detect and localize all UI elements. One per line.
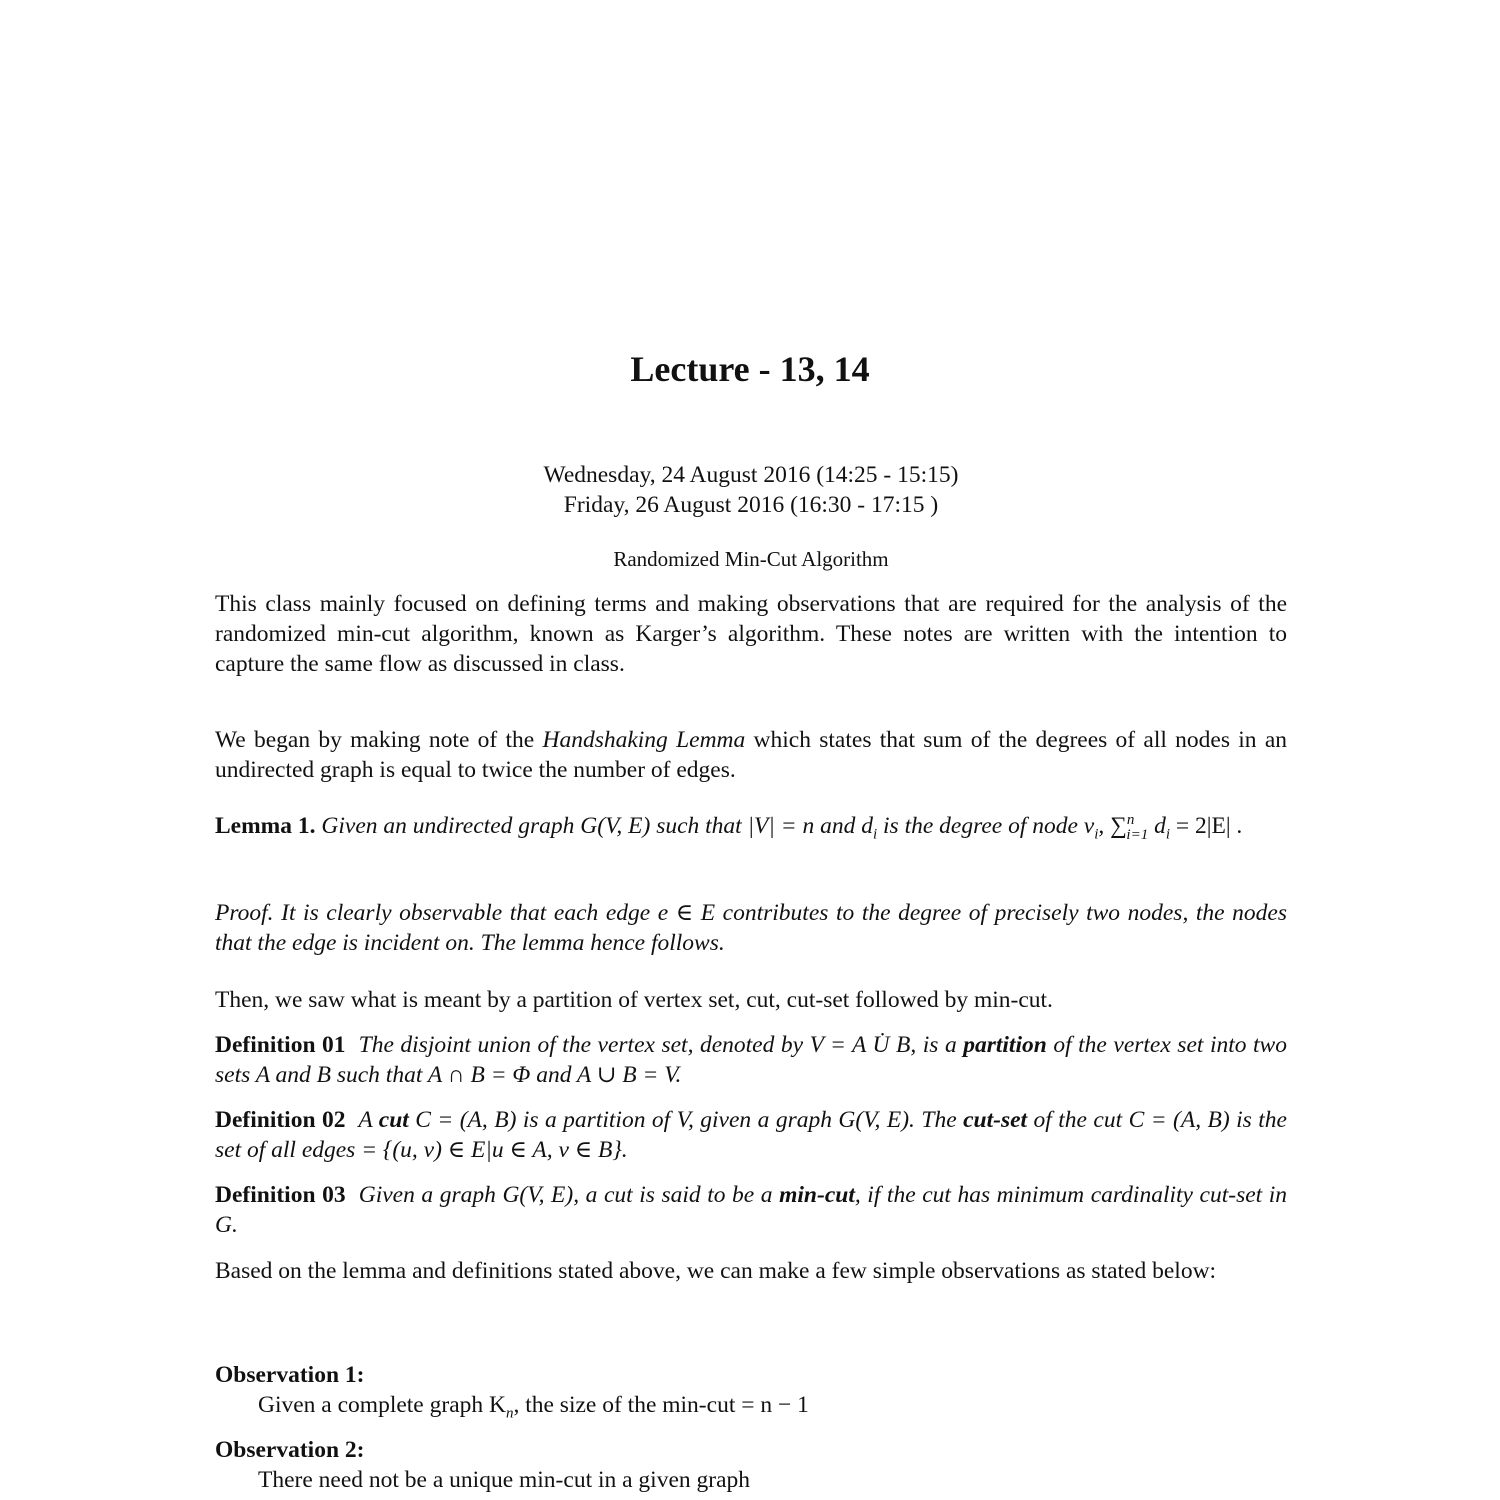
text: , xyxy=(1098,813,1105,839)
definition-label: Definition 02 xyxy=(215,1107,346,1133)
lecture-dates xyxy=(215,460,1287,520)
observation-2 xyxy=(215,1435,1287,1495)
subtitle: Randomized Min-Cut Algorithm xyxy=(613,547,889,571)
emphasis: Handshaking Lemma xyxy=(542,727,746,753)
text: which states that sum of the degrees of all nodes in an undirected graph is equal to twice the number of edges. xyxy=(215,727,1287,783)
definition-label: Definition 01 xyxy=(215,1032,346,1058)
based-paragraph: Based on the lemma and definitions stated above, we can make a few simple observations as stated below: xyxy=(215,1258,1217,1284)
term: min-cut xyxy=(779,1182,855,1208)
text: A xyxy=(358,1107,379,1133)
transition-paragraph: Then, we saw what is meant by a partition of vertex set, cut, cut-set followed by min-cut. xyxy=(215,987,1053,1013)
text: = 2|E| . xyxy=(1170,813,1243,839)
subscript: i xyxy=(872,826,878,843)
definition-label: Definition 03 xyxy=(215,1182,346,1208)
lemma-1 xyxy=(215,811,1287,841)
text: is the degree of node v xyxy=(877,813,1095,839)
text: Given an undirected graph G(V, E) such that |V| = n and d xyxy=(321,813,873,839)
text: d xyxy=(1148,813,1166,839)
date-line: Friday, 26 August 2016 (16:30 - 17:15 ) xyxy=(563,492,939,518)
page-title: Lecture - 13, 14 xyxy=(630,349,870,389)
term: cut-set xyxy=(963,1107,1028,1133)
text: C = (A, B) is a partition of V, given a graph G(V, E). The xyxy=(408,1107,964,1133)
text: of the vertex set into two sets A and B such that A ∩ B = Φ and A ∪ B = V. xyxy=(215,1032,1287,1088)
text: Given a complete graph K xyxy=(258,1392,506,1418)
subscript: n xyxy=(505,1405,514,1422)
definition-03 xyxy=(215,1180,1287,1240)
term: partition xyxy=(963,1032,1047,1058)
intro-paragraph: This class mainly focused on defining terms and making observations that are required for the analysis of the randomized min-cut algorithm, known as Karger’s algorithm. These notes are written with the intention to capture the same flow as discussed in class. xyxy=(215,591,1287,677)
text: Given a graph G(V, E), a cut is said to be a xyxy=(358,1182,780,1208)
text: We began by making note of the xyxy=(215,727,543,753)
subscript: i xyxy=(1094,826,1099,843)
text: of the cut C = (A, B) is the set of all edges = {(u, v) ∈ E|u ∈ A, v ∈ B}. xyxy=(215,1107,1287,1163)
text: , the size of the min-cut = n − 1 xyxy=(513,1392,809,1418)
date-line: Wednesday, 24 August 2016 (14:25 - 15:15) xyxy=(543,462,959,488)
observation-label: Observation 1: xyxy=(215,1362,365,1388)
text: The disjoint union of the vertex set, denoted by V = A U̇ B, is a xyxy=(358,1032,964,1058)
lemma-text xyxy=(321,812,1243,843)
definition-02 xyxy=(215,1105,1287,1165)
observation-1 xyxy=(215,1360,1287,1420)
definition-01 xyxy=(215,1030,1287,1090)
proof-text: It is clearly observable that each edge e ∈ E contributes to the degree of precisely two nodes, the nodes that the edge is incident on. The lemma hence follows. xyxy=(215,900,1287,956)
text: , if the cut has minimum cardinality cut-set in G. xyxy=(215,1182,1288,1238)
sum-symbol: ∑ xyxy=(1110,813,1127,839)
proof xyxy=(215,898,1287,958)
superscript: n xyxy=(1126,812,1135,829)
observation-label: Observation 2: xyxy=(215,1437,365,1463)
lemma-label: Lemma 1. xyxy=(215,813,316,839)
term: cut xyxy=(378,1107,409,1133)
proof-label: Proof. xyxy=(215,900,274,926)
subscript: i=1 xyxy=(1126,826,1149,843)
handshake-paragraph xyxy=(215,725,1287,785)
observation-text: There need not be a unique min-cut in a given graph xyxy=(258,1467,751,1493)
subscript: i xyxy=(1165,826,1171,843)
observation-text xyxy=(215,1390,1287,1420)
